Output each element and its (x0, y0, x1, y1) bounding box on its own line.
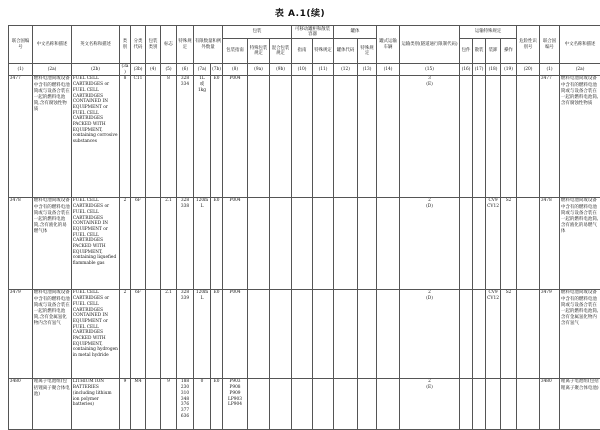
header-class: 类别 (120, 26, 131, 64)
limited-quantity-cell: 120mL (194, 198, 211, 290)
transport-category-cell: 2 (D) (400, 290, 460, 379)
column-code: (7b) (211, 64, 223, 76)
packing-special-cell (248, 76, 270, 198)
column-code: (5) (161, 64, 177, 76)
column-code: (3a) (120, 64, 131, 76)
portable-tank-instruction-cell (292, 290, 313, 379)
column-code: (1) (540, 64, 560, 76)
transport-category-cell: 3 (E) (400, 76, 460, 198)
header-mixed-packing: 混合包装规定 (270, 39, 292, 64)
column-code: (1) (9, 64, 33, 76)
portable-tank-instruction-cell (292, 76, 313, 198)
limited-quantity-cell: 120mL (194, 290, 211, 379)
column-code: (3b) (131, 64, 146, 76)
vehicle-cell (377, 379, 400, 430)
column-code: (2b) (72, 64, 120, 76)
cn-name-cell-right: 燃料电池筒或设备中含有的燃料电池筒或与设备合装在一起的燃料电池筒,含有液化的易燃气体 (560, 198, 600, 290)
un-number-cell-right: 3477 (540, 76, 560, 198)
sp-bulk-cell (473, 290, 486, 379)
header-pkg-instructions: 包装指南 (223, 39, 248, 64)
header-sp-bulk: 散装 (473, 39, 486, 64)
hazard-id-cell (517, 76, 540, 198)
mixed-packing-cell (270, 76, 292, 198)
tank-code-cell (334, 290, 358, 379)
cn-name-cell: 燃料电池筒或设备中含有的燃料电池筒或与设备合装在一起的燃料电池筒,含有液化的易燃气体 (33, 198, 72, 290)
mixed-packing-cell (270, 379, 292, 430)
cn-name-cell-right: 燃料电池筒或设备中含有的燃料电池筒或与设备合装在一起的燃料电池筒,含有金属氢化物内含有氢气 (560, 290, 600, 379)
header-limited-excepted: 有限数量和例外数量 (194, 26, 223, 64)
mixed-packing-cell (270, 290, 292, 379)
header-pt-special: 特殊规定 (313, 39, 334, 64)
packing-special-cell (248, 290, 270, 379)
sp-bulk-cell (473, 198, 486, 290)
transport-category-cell: 2 (D) (400, 198, 460, 290)
header-transport-category: 运输类别(隧道通行限制代码) (400, 26, 460, 64)
table-row (9, 198, 600, 290)
excepted-quantity-cell: E0 (211, 379, 223, 430)
en-name-cell: LITHIUM ION BATTERIES (including lithium ion polymer batteries) (72, 379, 120, 430)
header-labels: 标志 (161, 26, 177, 64)
sp-loading-cell (486, 379, 501, 430)
header-hazard-id: 危险性识别号 (517, 26, 540, 64)
cn-name-cell-right: 锂离子电池组(包括锂离子聚合体电池) (560, 379, 600, 430)
header-tank-special: 特殊规定 (358, 39, 377, 64)
tank-special-cell (358, 379, 377, 430)
sp-operation-cell (501, 76, 517, 198)
class-code-cell: C11 (131, 76, 146, 198)
sp-loading-cell: CV9 CV12 (486, 290, 501, 379)
vehicle-cell (377, 290, 400, 379)
vehicle-cell (377, 198, 400, 290)
column-code: (12) (334, 64, 358, 76)
labels-cell: 9 (161, 379, 177, 430)
header-tank-code: 罐体代码 (334, 39, 358, 64)
portable-tank-special-cell (313, 379, 334, 430)
excepted-quantity-cell: E0 (211, 76, 223, 198)
un-number-cell: 3478 (9, 198, 33, 290)
column-code: (4) (146, 64, 161, 76)
header-sp-package: 包件 (460, 39, 473, 64)
hazard-id-cell (517, 290, 540, 379)
portable-tank-special-cell (313, 76, 334, 198)
packing-group-cell (146, 76, 161, 198)
labels-cell: 2.1 (161, 198, 177, 290)
column-code: (9a) (248, 64, 270, 76)
packing-group-cell (146, 198, 161, 290)
packing-instruction-cell: P004 (223, 290, 248, 379)
header-portable-tanks: 可移动罐柜和散装容器 (292, 26, 334, 39)
special-provisions-cell: 328 334 (177, 76, 194, 198)
sp-package-cell (460, 76, 473, 198)
packing-instruction-cell: P004 (223, 76, 248, 198)
class-code-cell: 6F (131, 198, 146, 290)
column-code: (2a) (33, 64, 72, 76)
column-code: (2a) (560, 64, 600, 76)
cn-name-cell: 燃料电池筒或设备中含有的燃料电池筒或与设备合装在一起的燃料电池筒,含有金属氢化物内含有氢气 (33, 290, 72, 379)
limited-quantity-cell: 1L 或 1kg (194, 76, 211, 198)
tank-code-cell (334, 198, 358, 290)
table-row (9, 290, 600, 379)
header-sp-operation: 操作 (501, 39, 517, 64)
cn-name-cell: 燃料电池筒或设备中含有的燃料电池筒或与设备合装在一起的燃料电池筒,含有腐蚀性物质 (33, 76, 72, 198)
un-number-cell-right: 3479 (540, 290, 560, 379)
header-tanks: 罐体 (334, 26, 377, 39)
cn-name-cell: 锂离子电池组(包括锂离子聚合体电池) (33, 379, 72, 430)
column-code: (6) (177, 64, 194, 76)
special-provisions-cell: 188 230 310 348 376 377 636 (177, 379, 194, 430)
class-cell: 2 (120, 198, 131, 290)
hazard-id-cell (517, 379, 540, 430)
sp-bulk-cell (473, 76, 486, 198)
column-code: (20) (517, 64, 540, 76)
class-code-cell: M4 (131, 379, 146, 430)
tank-special-cell (358, 290, 377, 379)
un-number-cell: 3480 (9, 379, 33, 430)
header-cn-name: 中文名称和描述 (33, 26, 72, 64)
class-cell: 8 (120, 76, 131, 198)
column-code: (7a) (194, 64, 211, 76)
header-sp-loading: 装卸 (486, 39, 501, 64)
packing-special-cell (248, 198, 270, 290)
sp-operation-cell: S2 (501, 198, 517, 290)
column-code: (13) (358, 64, 377, 76)
sp-loading-cell (486, 76, 501, 198)
column-code: (10) (292, 64, 313, 76)
labels-cell: 8 (161, 76, 177, 198)
labels-cell: 2.1 (161, 290, 177, 379)
header-packing-group: 包装类别 (146, 26, 161, 64)
un-number-cell-right: 3480 (540, 379, 560, 430)
column-code: (18) (486, 64, 501, 76)
hazard-id-cell (517, 198, 540, 290)
excepted-quantity-cell: E0 (211, 290, 223, 379)
en-name-cell: FUEL CELL CARTRIDGES or FUEL CELL CARTRIDGES CONTAINED IN EQUIPMENT or FUEL CELL CARTRIDGES PACKED WITH EQUIPMENT, containing liquefied flammable gas (72, 198, 120, 290)
un-number-cell-right: 3478 (540, 198, 560, 290)
un-number-cell: 3479 (9, 290, 33, 379)
header-carriage-special: 运输特殊规定 (460, 26, 517, 39)
tank-special-cell (358, 76, 377, 198)
header-pt-instructions: 指南 (292, 39, 313, 64)
header-vehicle: 罐式运输车辆 (377, 26, 400, 64)
packing-group-cell (146, 290, 161, 379)
tank-special-cell (358, 198, 377, 290)
tank-code-cell (334, 379, 358, 430)
column-code: (17) (473, 64, 486, 76)
header-special-provisions: 特殊规定 (177, 26, 194, 64)
vehicle-cell (377, 76, 400, 198)
class-cell: 2 (120, 290, 131, 379)
column-code: (14) (377, 64, 400, 76)
dangerous-goods-table (8, 25, 600, 430)
special-provisions-cell: 328 339 (177, 290, 194, 379)
sp-loading-cell: CV9 CV12 (486, 198, 501, 290)
table-row (9, 76, 600, 198)
table-row (9, 379, 600, 430)
header-cn-name-right: 中文名称和描述 (560, 26, 600, 64)
page-title: 表 A.1(续) (0, 6, 600, 19)
header-packaging: 包装 (223, 26, 292, 39)
portable-tank-special-cell (313, 290, 334, 379)
portable-tank-instruction-cell (292, 198, 313, 290)
header-pkg-special: 特殊包装规定 (248, 39, 270, 64)
packing-instruction-cell: P004 (223, 198, 248, 290)
column-code: (19) (501, 64, 517, 76)
mixed-packing-cell (270, 198, 292, 290)
column-code: (9b) (270, 64, 292, 76)
cn-name-cell-right: 燃料电池筒或设备中含有的燃料电池筒或与设备合装在一起的燃料电池筒,含有腐蚀性物质 (560, 76, 600, 198)
en-name-cell: FUEL CELL CARTRIDGES or FUEL CELL CARTRIDGES CONTAINED IN EQUIPMENT or FUEL CELL CARTRIDGES PACKED WITH EQUIPMENT, containing corrosive substances (72, 76, 120, 198)
packing-group-cell (146, 379, 161, 430)
limited-quantity-cell: 0 (194, 379, 211, 430)
portable-tank-special-cell (313, 198, 334, 290)
header-en-name: 英文名称和描述 (72, 26, 120, 64)
excepted-quantity-cell: E0 (211, 198, 223, 290)
column-code: (16) (460, 64, 473, 76)
sp-bulk-cell (473, 379, 486, 430)
class-code-cell: 6F (131, 290, 146, 379)
packing-special-cell (248, 379, 270, 430)
header-class-code: 分类代码 (131, 26, 146, 64)
sp-package-cell (460, 198, 473, 290)
transport-category-cell: 2 (E) (400, 379, 460, 430)
sp-operation-cell: S2 (501, 290, 517, 379)
header-row (9, 26, 600, 39)
column-code: (8) (223, 64, 248, 76)
column-code-row (9, 64, 600, 76)
sp-package-cell (460, 290, 473, 379)
class-cell: 9 (120, 379, 131, 430)
column-code: (15) (400, 64, 460, 76)
un-number-cell: 3477 (9, 76, 33, 198)
tank-code-cell (334, 76, 358, 198)
portable-tank-instruction-cell (292, 379, 313, 430)
header-un-no: 联合国编号 (9, 26, 33, 64)
en-name-cell: FUEL CELL CARTRIDGES or FUEL CELL CARTRIDGES CONTAINED IN EQUIPMENT or FUEL CELL CARTRIDGES PACKED WITH EQUIPMENT, containing hydrogen in metal hydride (72, 290, 120, 379)
packing-instruction-cell: P903 P908 P909 LP903 LP904 (223, 379, 248, 430)
sp-operation-cell (501, 379, 517, 430)
header-un-no-right: 联合国编号 (540, 26, 560, 64)
column-code: (11) (313, 64, 334, 76)
special-provisions-cell: 328 338 (177, 198, 194, 290)
sp-package-cell (460, 379, 473, 430)
